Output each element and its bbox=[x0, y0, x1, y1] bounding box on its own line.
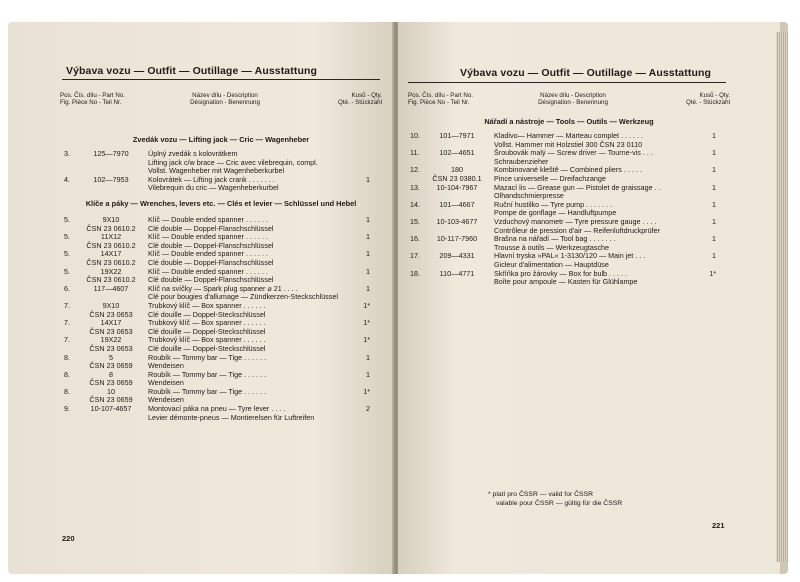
description-cell: Olhandschmierpresse bbox=[494, 191, 564, 201]
parts-list-tools bbox=[410, 131, 716, 286]
position-cell: 7. bbox=[64, 318, 70, 328]
description-cell: Kombinované kleště — Combined pliers . . . . . bbox=[494, 165, 642, 175]
part-number-cell: ČSN 23 0653 bbox=[89, 343, 133, 353]
position-cell: 14. bbox=[410, 199, 420, 209]
table-row bbox=[410, 200, 716, 209]
table-row bbox=[410, 157, 716, 166]
description-cell: Boîte pour ampoule — Kasten für Glühlampe bbox=[494, 277, 638, 287]
description-cell: Trubkový klíč — Box spanner . . . . . . bbox=[148, 300, 266, 310]
parts-list-lifting bbox=[64, 149, 370, 192]
table-row bbox=[410, 208, 716, 217]
position-cell: 6. bbox=[64, 283, 70, 293]
quantity-cell: 1 bbox=[712, 131, 716, 140]
description-cell: Kolovrátek — Lifting jack crank . . . . . . . bbox=[148, 174, 275, 184]
description-cell: Skříňka pro žárovky — Box for bulb . . . . . bbox=[494, 268, 628, 278]
page-number-right: 221 bbox=[712, 521, 725, 530]
table-row bbox=[64, 310, 370, 319]
table-row bbox=[64, 301, 370, 310]
right-page-title: Výbava vozu — Outfit — Outillage — Ausstattung bbox=[460, 67, 711, 79]
part-number-cell: ČSN 23 0659 bbox=[89, 378, 133, 388]
description-cell: Clé double — Doppel-Flanschschlüssel bbox=[148, 240, 274, 250]
description-cell: Lifting jack c/w brace — Cric avec vilebrequin, compl. bbox=[148, 157, 318, 167]
quantity-cell: 1 bbox=[366, 369, 370, 379]
table-row bbox=[64, 344, 370, 353]
position-cell: 8. bbox=[64, 386, 70, 396]
part-number-cell: 110—4771 bbox=[439, 268, 475, 278]
header-qty-de: Qté. - Stückzahl bbox=[685, 99, 730, 106]
table-row bbox=[64, 267, 370, 276]
title-rule bbox=[62, 79, 380, 80]
position-cell: 15. bbox=[410, 216, 420, 226]
header-designation: Désignation - Benennung bbox=[190, 99, 260, 106]
table-row bbox=[64, 292, 370, 301]
table-row bbox=[64, 275, 370, 284]
part-number-cell: 19X22 bbox=[100, 335, 122, 345]
position-cell: 8. bbox=[64, 352, 70, 362]
footnote-line-1: * platí pro ČSSR — valid for ČSSR bbox=[488, 491, 594, 498]
footnote bbox=[488, 491, 622, 508]
part-number-cell: 125—7970 bbox=[93, 149, 129, 158]
part-number-cell: 10 bbox=[107, 386, 115, 396]
description-cell: Clé double — Doppel-Flanschschlüssel bbox=[148, 223, 274, 233]
description-cell: Trousse à outils — Werkzeugtasche bbox=[494, 242, 610, 252]
part-number-cell: 11X12 bbox=[100, 232, 122, 242]
part-number-cell: ČSN 23 0659 bbox=[89, 361, 133, 371]
table-row bbox=[64, 361, 370, 370]
left-page bbox=[8, 22, 394, 574]
table-row bbox=[64, 232, 370, 241]
footnote-line-2: valable pour ČSSR — gültig für die ČSSR bbox=[496, 499, 623, 507]
header-part-no: Pos. Čís. dílu - Part No. bbox=[60, 92, 125, 99]
part-number-cell: ČSN 23 0380.1 bbox=[432, 173, 482, 183]
part-number-cell: 14X17 bbox=[100, 249, 122, 259]
header-description: Název dílu - Description bbox=[192, 92, 258, 99]
section-wrenches: Klíče a páky — Wrenches, levers etc. — Clés et levier — Schlüssel und Hebel bbox=[85, 199, 357, 208]
quantity-cell: 1 bbox=[712, 199, 716, 209]
table-row bbox=[64, 158, 370, 167]
description-cell: Vilebrequin du cric — Wagenheberkurbel bbox=[148, 183, 279, 193]
part-number-cell: ČSN 23 0610.2 bbox=[86, 223, 136, 233]
description-cell: Wendeisen bbox=[148, 361, 184, 371]
description-cell: Wendeisen bbox=[148, 395, 184, 405]
header-part-no-fr: Fig. Pièce No - Teil Nr. bbox=[408, 99, 470, 106]
part-number-cell: ČSN 23 0659 bbox=[89, 395, 133, 405]
table-row bbox=[64, 224, 370, 233]
part-number-cell: 10-107-4657 bbox=[90, 404, 132, 414]
parts-list-wrenches bbox=[64, 215, 370, 421]
table-row bbox=[64, 327, 370, 336]
description-cell: Roubík — Tommy bar — Tige . . . . . . bbox=[148, 386, 267, 396]
description-cell: Roubík — Tommy bar — Tige . . . . . . bbox=[148, 352, 267, 362]
open-book bbox=[8, 22, 788, 574]
description-cell: Kladivo— Hammer — Marteau complet . . . . . . bbox=[494, 131, 643, 140]
description-cell: Ruční hustilko — Tyre pump . . . . . . . bbox=[494, 199, 613, 209]
part-number-cell: 10-104-7967 bbox=[436, 182, 478, 192]
table-row bbox=[64, 404, 370, 413]
right-page bbox=[398, 22, 780, 574]
column-header bbox=[408, 92, 730, 108]
part-number-cell: 10-117-7960 bbox=[436, 234, 478, 244]
part-number-cell: 102—7953 bbox=[93, 174, 129, 184]
quantity-cell: 1 bbox=[712, 182, 716, 192]
description-cell: Klíč — Double ended spanner . . . . . . bbox=[148, 249, 268, 259]
table-row bbox=[64, 318, 370, 327]
table-row bbox=[64, 335, 370, 344]
quantity-cell: 1 bbox=[366, 352, 370, 362]
quantity-cell: 1 bbox=[366, 283, 370, 293]
description-cell: Klíč — Double ended spanner . . . . . . bbox=[148, 215, 268, 224]
quantity-cell: 1 bbox=[366, 232, 370, 242]
table-row bbox=[64, 284, 370, 293]
header-qty: Kusů - Qty. bbox=[699, 92, 730, 99]
page-edges bbox=[776, 32, 788, 562]
page-number-left: 220 bbox=[62, 534, 75, 543]
table-row bbox=[410, 260, 716, 269]
quantity-cell: 1* bbox=[363, 300, 370, 310]
part-number-cell: ČSN 23 0653 bbox=[89, 309, 133, 319]
part-number-cell: ČSN 23 0610.2 bbox=[86, 275, 136, 285]
part-number-cell: ČSN 23 0653 bbox=[89, 326, 133, 336]
position-cell: 7. bbox=[64, 335, 70, 345]
part-number-cell: 9X10 bbox=[102, 300, 120, 310]
description-cell: Hlavní tryska »PAL« 1-3130/120 — Main jet . . . bbox=[494, 251, 646, 261]
position-cell: 11. bbox=[410, 148, 420, 158]
quantity-cell: 1 bbox=[712, 148, 716, 158]
quantity-cell: 1 bbox=[366, 249, 370, 259]
description-cell: Šroubovák malý — Screw driver — Tourne-vis . . . bbox=[494, 148, 653, 158]
quantity-cell: 1 bbox=[366, 266, 370, 276]
part-number-cell: 102—4651 bbox=[439, 148, 475, 158]
description-cell: Roubík — Tommy bar — Tige . . . . . . bbox=[148, 369, 267, 379]
description-cell: Clé douille — Doppel-Steckschlüssel bbox=[148, 309, 266, 319]
description-cell: Montovací páka na pneu — Tyre lever . . . . bbox=[148, 404, 286, 414]
position-cell: 9. bbox=[64, 404, 70, 414]
quantity-cell: 1 bbox=[712, 165, 716, 175]
position-cell: 18. bbox=[410, 268, 420, 278]
table-row bbox=[64, 175, 370, 184]
table-row bbox=[410, 148, 716, 157]
description-cell: Mazací lis — Grease gun — Pistolet de graissage . . bbox=[494, 182, 661, 192]
description-cell: Clé douille — Doppel-Steckschlüssel bbox=[148, 326, 266, 336]
description-cell: Klíč — Double ended spanner . . . . . . bbox=[148, 232, 268, 242]
table-row bbox=[64, 258, 370, 267]
header-qty: Kusů - Qty. bbox=[351, 92, 382, 99]
part-number-cell: 14X17 bbox=[100, 318, 122, 328]
description-cell: Brašna na nářadí — Tool bag . . . . . . . bbox=[494, 234, 616, 244]
position-cell: 5. bbox=[64, 249, 70, 259]
description-cell: Klíč — Double ended spanner . . . . . . bbox=[148, 266, 268, 276]
table-row bbox=[410, 234, 716, 243]
table-row bbox=[64, 395, 370, 404]
description-cell: Levier démonte-pneus — Montierelsen für Luftreifen bbox=[148, 412, 315, 422]
description-cell: Clé douille — Doppel-Steckschlüssel bbox=[148, 343, 266, 353]
part-number-cell: 9X10 bbox=[102, 215, 120, 224]
description-cell: Gicleur d'alimentation — Hauptdüse bbox=[494, 259, 609, 269]
section-tools: Nářadí a nástroje — Tools — Outils — Werkzeug bbox=[484, 117, 654, 126]
table-row bbox=[410, 226, 716, 235]
table-row bbox=[410, 251, 716, 260]
title-rule bbox=[408, 82, 726, 83]
part-number-cell: 8 bbox=[109, 369, 113, 379]
table-row bbox=[410, 269, 716, 278]
table-row bbox=[410, 165, 716, 174]
part-number-cell: 10-103-4677 bbox=[436, 216, 478, 226]
left-page-title: Výbava vozu — Outfit — Outillage — Ausstattung bbox=[66, 65, 317, 77]
part-number-cell: 180 bbox=[451, 165, 463, 175]
table-row bbox=[64, 413, 370, 422]
quantity-cell: 1 bbox=[366, 215, 370, 224]
description-cell: Úplný zvedák s kolovrátkem bbox=[148, 149, 238, 158]
table-row bbox=[410, 217, 716, 226]
part-number-cell: 101—7971 bbox=[439, 131, 475, 140]
table-row bbox=[64, 370, 370, 379]
table-row bbox=[64, 353, 370, 362]
table-row bbox=[64, 183, 370, 192]
quantity-cell: 1* bbox=[363, 386, 370, 396]
position-cell: 7. bbox=[64, 300, 70, 310]
header-description: Název dílu - Description bbox=[540, 92, 606, 99]
header-qty-de: Qté. - Stückzahl bbox=[337, 99, 382, 106]
column-header bbox=[60, 92, 382, 108]
description-cell: Wendeisen bbox=[148, 378, 184, 388]
position-cell: 5. bbox=[64, 215, 70, 224]
table-row bbox=[410, 174, 716, 183]
position-cell: 3. bbox=[64, 149, 70, 158]
table-row bbox=[410, 243, 716, 252]
description-cell: Klíč na svíčky — Spark plug spanner ⌀ 21 . . . . bbox=[148, 283, 298, 293]
position-cell: 13. bbox=[410, 182, 420, 192]
quantity-cell: 1 bbox=[712, 234, 716, 244]
description-cell: Contrôleur de pression d'air — Reifenluftdruckprüfer bbox=[494, 225, 660, 235]
table-row bbox=[410, 183, 716, 192]
part-number-cell: ČSN 23 0610.2 bbox=[86, 257, 136, 267]
description-cell: Vzduchový manometr — Tyre pressure gauge . . . . bbox=[494, 216, 657, 226]
quantity-cell: 1 bbox=[712, 251, 716, 261]
quantity-cell: 1 bbox=[366, 174, 370, 184]
description-cell: Vollst. Wagenheber mit Wagenheberkurbel bbox=[148, 166, 285, 176]
part-number-cell: ČSN 23 0610.2 bbox=[86, 240, 136, 250]
position-cell: 8. bbox=[64, 369, 70, 379]
description-cell: Clé double — Doppel-Flanschschlüssel bbox=[148, 257, 274, 267]
description-cell: Vollst. Hammer mit Holzstiel 300 ČSN 23 0110 bbox=[494, 139, 643, 149]
section-lifting-jack: Zvedák vozu — Lifting jack — Cric — Wagenheber bbox=[132, 135, 310, 144]
quantity-cell: 2 bbox=[366, 404, 370, 414]
table-row bbox=[64, 149, 370, 158]
table-row bbox=[64, 166, 370, 175]
position-cell: 17. bbox=[410, 251, 420, 261]
table-row bbox=[410, 131, 716, 140]
position-cell: 5. bbox=[64, 232, 70, 242]
quantity-cell: 1* bbox=[709, 268, 716, 278]
part-number-cell: 117—4607 bbox=[93, 283, 129, 293]
header-part-no: Pos. Čís. dílu - Part No. bbox=[408, 92, 473, 99]
part-number-cell: 19X22 bbox=[100, 266, 122, 276]
position-cell: 16. bbox=[410, 234, 420, 244]
description-cell: Trubkový klíč — Box spanner . . . . . . bbox=[148, 318, 266, 328]
table-row bbox=[64, 215, 370, 224]
description-cell: Clé double — Doppel-Flanschschlüssel bbox=[148, 275, 274, 285]
part-number-cell: 209—4331 bbox=[439, 251, 475, 261]
table-row bbox=[64, 378, 370, 387]
quantity-cell: 1* bbox=[363, 318, 370, 328]
quantity-cell: 1* bbox=[363, 335, 370, 345]
part-number-cell: 5 bbox=[109, 352, 113, 362]
header-part-no-fr: Fig. Pièce No - Teil Nr. bbox=[60, 99, 122, 106]
position-cell: 5. bbox=[64, 266, 70, 276]
description-cell: Clé pour bougies d'allumage — Zündkerzen-Steckschlüssel bbox=[148, 292, 338, 302]
table-row bbox=[410, 191, 716, 200]
table-row bbox=[64, 249, 370, 258]
table-row bbox=[64, 387, 370, 396]
description-cell: Trubkový klíč — Box spanner . . . . . . bbox=[148, 335, 266, 345]
header-designation: Désignation - Benennung bbox=[538, 99, 608, 106]
description-cell: Pompe de gonflage — Handluftpumpe bbox=[494, 208, 617, 218]
description-cell: Schraubenzieher bbox=[494, 156, 549, 166]
description-cell: Pince universelle — Dreifachzange bbox=[494, 173, 606, 183]
position-cell: 4. bbox=[64, 174, 70, 184]
table-row bbox=[64, 241, 370, 250]
table-row bbox=[410, 140, 716, 149]
quantity-cell: 1 bbox=[712, 216, 716, 226]
position-cell: 12. bbox=[410, 165, 420, 175]
table-row bbox=[410, 277, 716, 286]
position-cell: 10. bbox=[410, 131, 420, 140]
part-number-cell: 101—4667 bbox=[439, 199, 475, 209]
